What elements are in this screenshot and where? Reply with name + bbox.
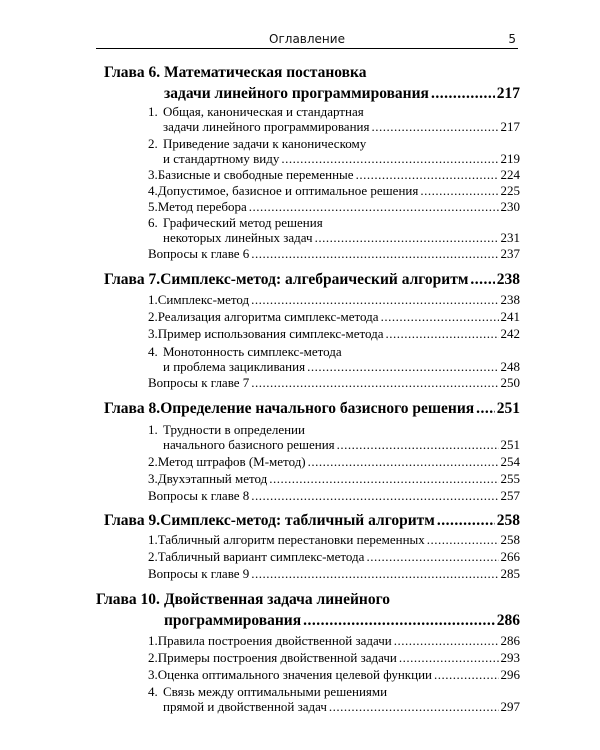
toc-entry-6-2[interactable] bbox=[148, 136, 520, 152]
toc-entry-8-1[interactable] bbox=[148, 422, 520, 438]
entry-page: 251 bbox=[500, 437, 520, 452]
chapter-title-cont: программирования bbox=[164, 612, 302, 629]
entry-number: 3. bbox=[148, 471, 158, 486]
running-title: Оглавление bbox=[269, 32, 345, 46]
entry-page: 217 bbox=[500, 119, 520, 134]
entry-page: 225 bbox=[500, 183, 520, 198]
toc-entry-9-1[interactable] bbox=[148, 532, 520, 548]
entry-number: 4. bbox=[148, 183, 158, 198]
chapter-label: Глава 9. bbox=[104, 512, 161, 529]
toc-entry-6-3[interactable] bbox=[148, 167, 520, 183]
entry-number: 4. bbox=[148, 684, 158, 699]
entry-title: Метод штрафов (M-метод) bbox=[157, 454, 306, 469]
entry-number: 5. bbox=[148, 199, 158, 214]
entry-number: 2. bbox=[148, 549, 158, 564]
entry-title: Монотонность симплекс-метода bbox=[163, 344, 342, 359]
toc-entry-6-1-cont[interactable] bbox=[163, 119, 520, 135]
entry-page: 224 bbox=[500, 167, 520, 182]
entry-page: 285 bbox=[500, 566, 520, 581]
entry-page: 242 bbox=[500, 326, 520, 341]
entry-title: Допустимое, базисное и оптимальное решения bbox=[157, 183, 419, 198]
toc-entry-7-1[interactable] bbox=[148, 292, 520, 308]
entry-title: Метод перебора bbox=[157, 199, 247, 214]
entry-title: Двухэтапный метод bbox=[157, 471, 268, 486]
entry-page: 254 bbox=[500, 454, 520, 469]
toc-entry-10-3[interactable] bbox=[148, 667, 520, 683]
chapter-title: Симплекс-метод: алгебраический алгоритм bbox=[160, 271, 469, 288]
toc-entry-10-4[interactable] bbox=[148, 684, 520, 700]
toc-entry-8-3[interactable] bbox=[148, 471, 520, 487]
entry-number: 4. bbox=[148, 344, 158, 359]
entry-title: Примеры построения двойственной задачи bbox=[157, 650, 397, 665]
entry-title: Графический метод решения bbox=[163, 215, 323, 230]
entry-title: Табличный вариант симплекс-метода bbox=[157, 549, 365, 564]
entry-number: 2. bbox=[148, 309, 158, 324]
chapter-9-heading[interactable] bbox=[104, 512, 520, 530]
entry-title: Правила построения двойственной задачи bbox=[157, 633, 392, 648]
entry-title-cont: прямой и двойственной задач bbox=[163, 699, 327, 714]
chapter-page: 238 bbox=[496, 271, 520, 288]
entry-title-cont: начального базисного решения bbox=[163, 437, 335, 452]
entry-page: 293 bbox=[500, 650, 520, 665]
entry-title: Симплекс-метод bbox=[157, 292, 250, 307]
entry-title: Табличный алгоритм перестановки переменных bbox=[157, 532, 425, 547]
toc-entry-10-4-cont[interactable] bbox=[163, 699, 520, 715]
chapter-8-heading[interactable] bbox=[104, 400, 520, 418]
entry-page: 231 bbox=[500, 230, 520, 245]
entry-title: Оценка оптимального значения целевой функции bbox=[157, 667, 432, 682]
entry-page: 255 bbox=[500, 471, 520, 486]
entry-number: 3. bbox=[148, 167, 158, 182]
toc-entry-6-4[interactable] bbox=[148, 183, 520, 199]
entry-page: 237 bbox=[500, 246, 520, 261]
toc-entry-6-2-cont[interactable] bbox=[163, 151, 520, 167]
entry-number: 2. bbox=[148, 650, 158, 665]
entry-page: 297 bbox=[500, 699, 520, 714]
entry-title: Приведение задачи к каноническому bbox=[163, 136, 367, 151]
chapter-page: 258 bbox=[496, 512, 520, 529]
chapter-label: Глава 7. bbox=[104, 271, 161, 288]
entry-title: Базисные и свободные переменные bbox=[157, 167, 354, 182]
entry-title-cont: задачи линейного программирования bbox=[163, 119, 370, 134]
chapter-page: 217 bbox=[496, 85, 520, 102]
toc-entry-8-questions[interactable] bbox=[148, 488, 520, 504]
entry-page: 248 bbox=[500, 359, 520, 374]
entry-title: Вопросы к главе 6 bbox=[148, 246, 250, 261]
chapter-label: Глава 6. bbox=[104, 64, 161, 81]
entry-title: Трудности в определении bbox=[163, 422, 305, 437]
chapter-title: Двойственная задача линейного bbox=[164, 591, 390, 608]
entry-title: Общая, каноническая и стандартная bbox=[163, 104, 364, 119]
chapter-page: 251 bbox=[496, 400, 520, 417]
toc-entry-7-2[interactable] bbox=[148, 309, 520, 325]
toc-entry-6-5[interactable] bbox=[148, 199, 520, 215]
chapter-label: Глава 8. bbox=[104, 400, 161, 417]
chapter-10-heading[interactable] bbox=[96, 591, 520, 609]
page-number: 5 bbox=[508, 32, 516, 46]
entry-number: 3. bbox=[148, 326, 158, 341]
entry-title: Вопросы к главе 9 bbox=[148, 566, 250, 581]
entry-page: 257 bbox=[500, 488, 520, 503]
toc-entry-9-2[interactable] bbox=[148, 549, 520, 565]
chapter-label: Глава 10. bbox=[96, 591, 160, 608]
toc-entry-7-4[interactable] bbox=[148, 344, 520, 360]
entry-title-cont: и стандартному виду bbox=[163, 151, 280, 166]
entry-page: 250 bbox=[500, 375, 520, 390]
toc-entry-8-2[interactable] bbox=[148, 454, 520, 470]
entry-title: Вопросы к главе 8 bbox=[148, 488, 250, 503]
entry-number: 6. bbox=[148, 215, 158, 230]
chapter-6-heading-cont[interactable] bbox=[164, 85, 520, 103]
entry-page: 258 bbox=[500, 532, 520, 547]
toc-entry-6-1[interactable] bbox=[148, 104, 520, 120]
entry-number: 1. bbox=[148, 104, 158, 119]
entry-number: 1. bbox=[148, 422, 158, 437]
entry-page: 219 bbox=[500, 151, 520, 166]
entry-page: 230 bbox=[500, 199, 520, 214]
entry-title-cont: и проблема зацикливания bbox=[163, 359, 306, 374]
entry-title-cont: некоторых линейных задач bbox=[163, 230, 313, 245]
entry-page: 286 bbox=[500, 633, 520, 648]
entry-page: 241 bbox=[500, 309, 520, 324]
entry-page: 238 bbox=[500, 292, 520, 307]
entry-number: 1. bbox=[148, 292, 158, 307]
toc-entry-10-2[interactable] bbox=[148, 650, 520, 666]
chapter-10-heading-cont[interactable] bbox=[164, 612, 520, 630]
entry-title: Реализация алгоритма симплекс-метода bbox=[157, 309, 379, 324]
entry-number: 1. bbox=[148, 633, 158, 648]
toc-entry-10-1[interactable] bbox=[148, 633, 520, 649]
entry-title: Вопросы к главе 7 bbox=[148, 375, 250, 390]
toc-entry-8-1-cont[interactable] bbox=[163, 437, 520, 453]
toc-entry-7-questions[interactable] bbox=[148, 375, 520, 391]
entry-number: 1. bbox=[148, 532, 158, 547]
chapter-title: Определение начального базисного решения bbox=[160, 400, 475, 417]
chapter-6-heading[interactable] bbox=[104, 64, 520, 82]
toc-entry-6-questions[interactable] bbox=[148, 246, 520, 262]
entry-page: 296 bbox=[500, 667, 520, 682]
toc-entry-6-6-cont[interactable] bbox=[163, 230, 520, 246]
entry-title: Связь между оптимальными решениями bbox=[163, 684, 388, 699]
chapter-page: 286 bbox=[496, 612, 520, 629]
entry-number: 2. bbox=[148, 136, 158, 151]
chapter-7-heading[interactable] bbox=[104, 271, 520, 289]
toc-entry-7-4-cont[interactable] bbox=[163, 359, 520, 375]
entry-number: 2. bbox=[148, 454, 158, 469]
entry-page: 266 bbox=[500, 549, 520, 564]
entry-number: 3. bbox=[148, 667, 158, 682]
toc-entry-6-6[interactable] bbox=[148, 215, 520, 231]
toc-entry-9-questions[interactable] bbox=[148, 566, 520, 582]
entry-title: Пример использования симплекс-метода bbox=[157, 326, 384, 341]
chapter-title: Математическая постановка bbox=[164, 64, 367, 81]
chapter-title: Симплекс-метод: табличный алгоритм bbox=[160, 512, 435, 529]
toc-entry-7-3[interactable] bbox=[148, 326, 520, 342]
chapter-title-cont: задачи линейного программирования bbox=[164, 85, 429, 102]
